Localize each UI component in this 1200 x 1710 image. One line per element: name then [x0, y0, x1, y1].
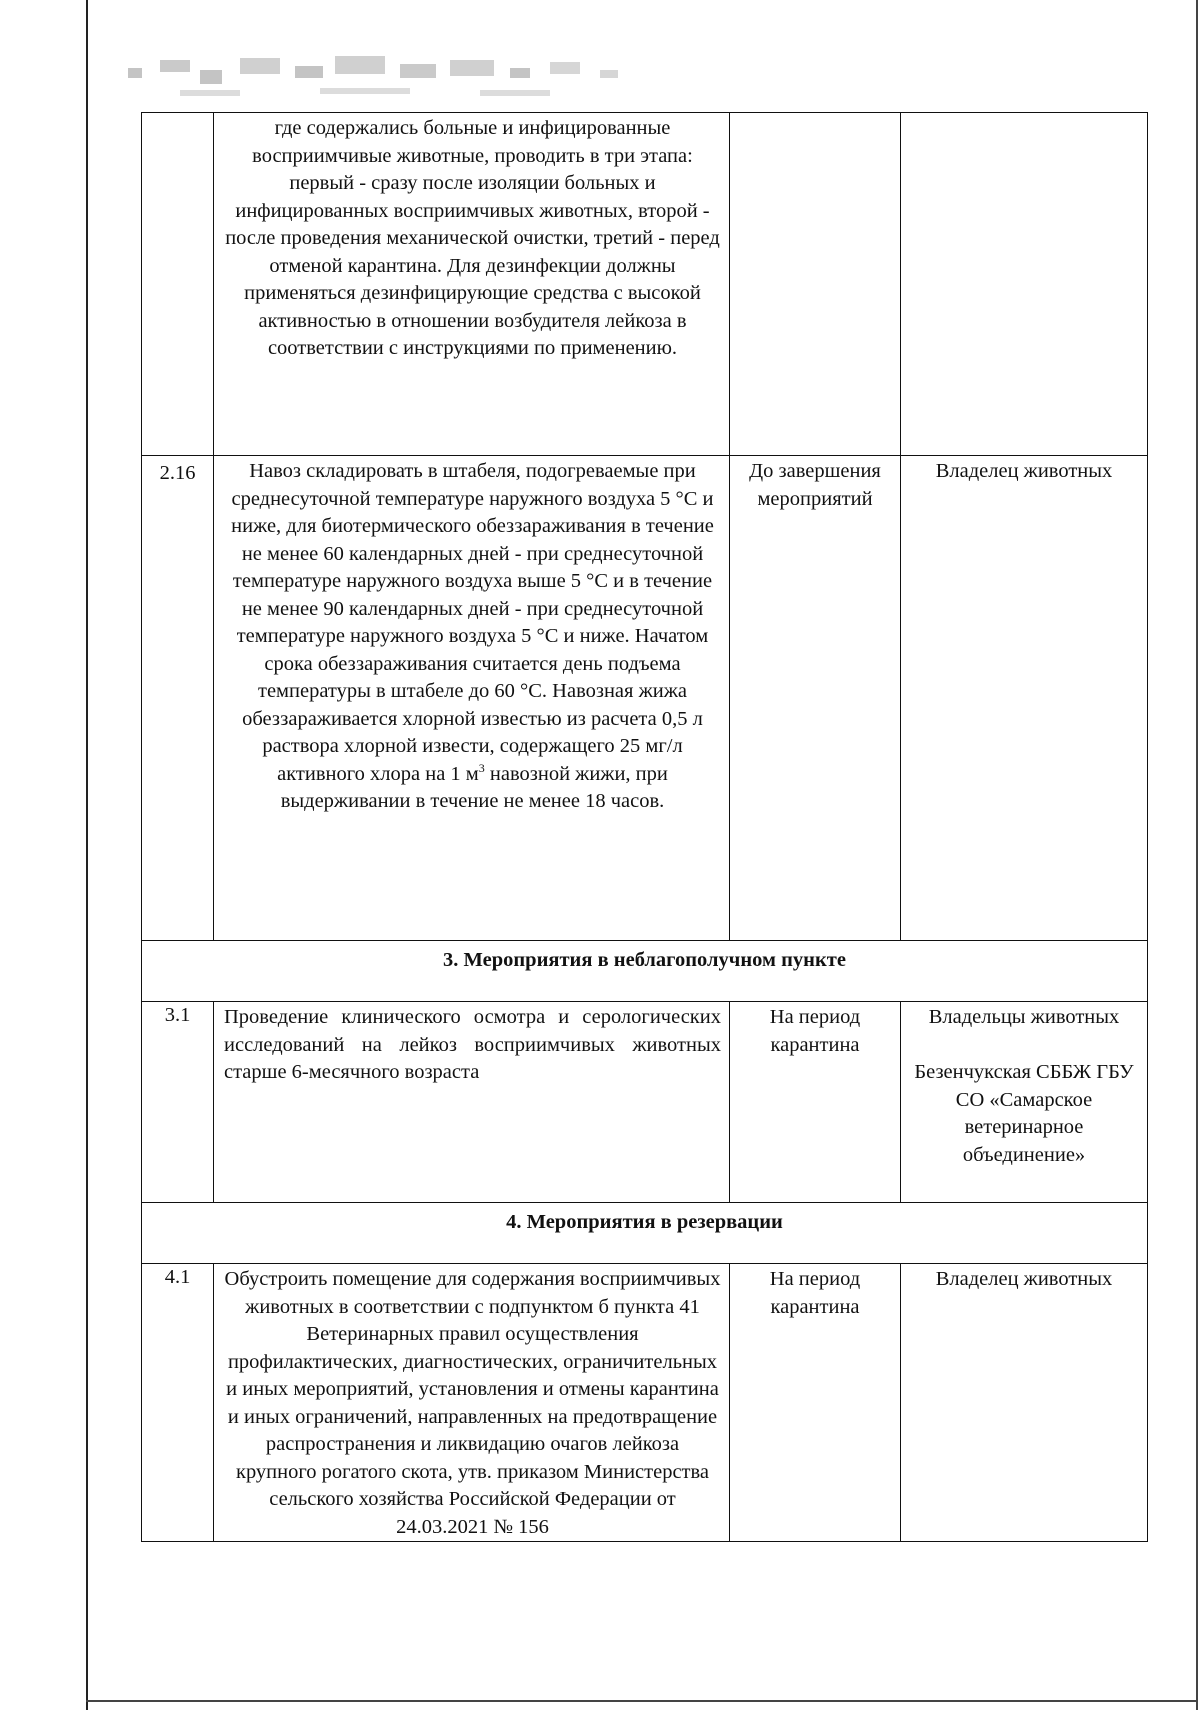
- term-cell: На период карантина: [730, 1264, 901, 1542]
- row-number-cell: 4.1: [142, 1264, 214, 1542]
- responsible-cell: Владелец животных: [901, 456, 1148, 941]
- section-title: 4. Мероприятия в резервации: [142, 1203, 1148, 1264]
- row-number-cell: 3.1: [142, 1002, 214, 1203]
- row-number-cell: [142, 113, 214, 456]
- section-row-3: [142, 941, 1148, 1002]
- responsible-vet-station: Безенчукская СББЖ ГБУ СО «Самарское ветеринарное объединение»: [914, 1061, 1134, 1166]
- measure-text-part: навозной жижи, при выдерживании в течение не менее 18 часов.: [280, 762, 668, 812]
- cubic-superscript: 3: [478, 760, 485, 775]
- measure-text-cell: где содержались больные и инфицированные восприимчивые животные, проводить в три этапа: первый - сразу после изоляции больных и инфицированных восприимчивых животных, второй - после проведения механической очистки, третий - перед отменой карантина. Для дезинфекции должны применяться дезинфицирующие средства с высокой активностью в отношении возбудителя лейкоза в соответствии с инструкциями по применению.: [214, 113, 730, 456]
- table-row-continuation: [142, 113, 1148, 456]
- responsible-cell: Владелец животных: [901, 1264, 1148, 1542]
- responsible-cell: [901, 1002, 1148, 1203]
- measure-text-cell: Обустроить помещение для содержания восприимчивых животных в соответствии с подпунктом б пункта 41 Ветеринарных правил осуществления профилактических, диагностических, ограничительных и иных мероприятий, установления и отмены карантина и иных ограничений, направленных на предотвращение распространения и ликвидацию очагов лейкоза крупного рогатого скота, утв. приказом Министерства сельского хозяйства Российской Федерации от 24.03.2021 № 156: [214, 1264, 730, 1542]
- term-cell: На период карантина: [730, 1002, 901, 1203]
- responsible-cell: [901, 113, 1148, 456]
- term-cell: [730, 113, 901, 456]
- term-cell: До завершения мероприятий: [730, 456, 901, 941]
- table-row-2-16: [142, 456, 1148, 941]
- measure-text-cell: Проведение клинического осмотра и серологических исследований на лейкоз восприимчивых животных старше 6-месячного возраста: [214, 1002, 730, 1203]
- table-row-3-1: [142, 1002, 1148, 1203]
- responsible-owners: Владельцы животных: [928, 1006, 1120, 1028]
- section-title: 3. Мероприятия в неблагополучном пункте: [142, 941, 1148, 1002]
- section-row-4: [142, 1203, 1148, 1264]
- page-edge-left: [86, 0, 88, 1710]
- scan-noise-header: [120, 40, 660, 110]
- page-edge-right: [1196, 0, 1198, 1710]
- measure-text-cell: [214, 456, 730, 941]
- table-row-4-1: [142, 1264, 1148, 1542]
- measure-text-part: Навоз складировать в штабеля, подогреваемые при среднесуточной температуре наружного воздуха 5 °С и ниже, для биотермического обеззараживания в течение не менее 60 календарных дней - при среднесуточной температуре наружного воздуха выше 5 °С и в течение не менее 90 календарных дней - при среднесуточной температуре наружного воздуха 5 °С и ниже. Начатом срока обеззараживания считается день подъема температуры в штабеле до 60 °С. Навозная жижа обеззараживается хлорной известью из расчета 0,5 л раствора хлорной извести, содержащего 25 мг/л активного хлора на 1 м: [231, 460, 714, 785]
- measures-table: [141, 112, 1147, 1542]
- responsible-gap: [905, 1032, 1143, 1060]
- row-number-cell: 2.16: [142, 456, 214, 941]
- page-edge-bottom: [86, 1700, 1198, 1702]
